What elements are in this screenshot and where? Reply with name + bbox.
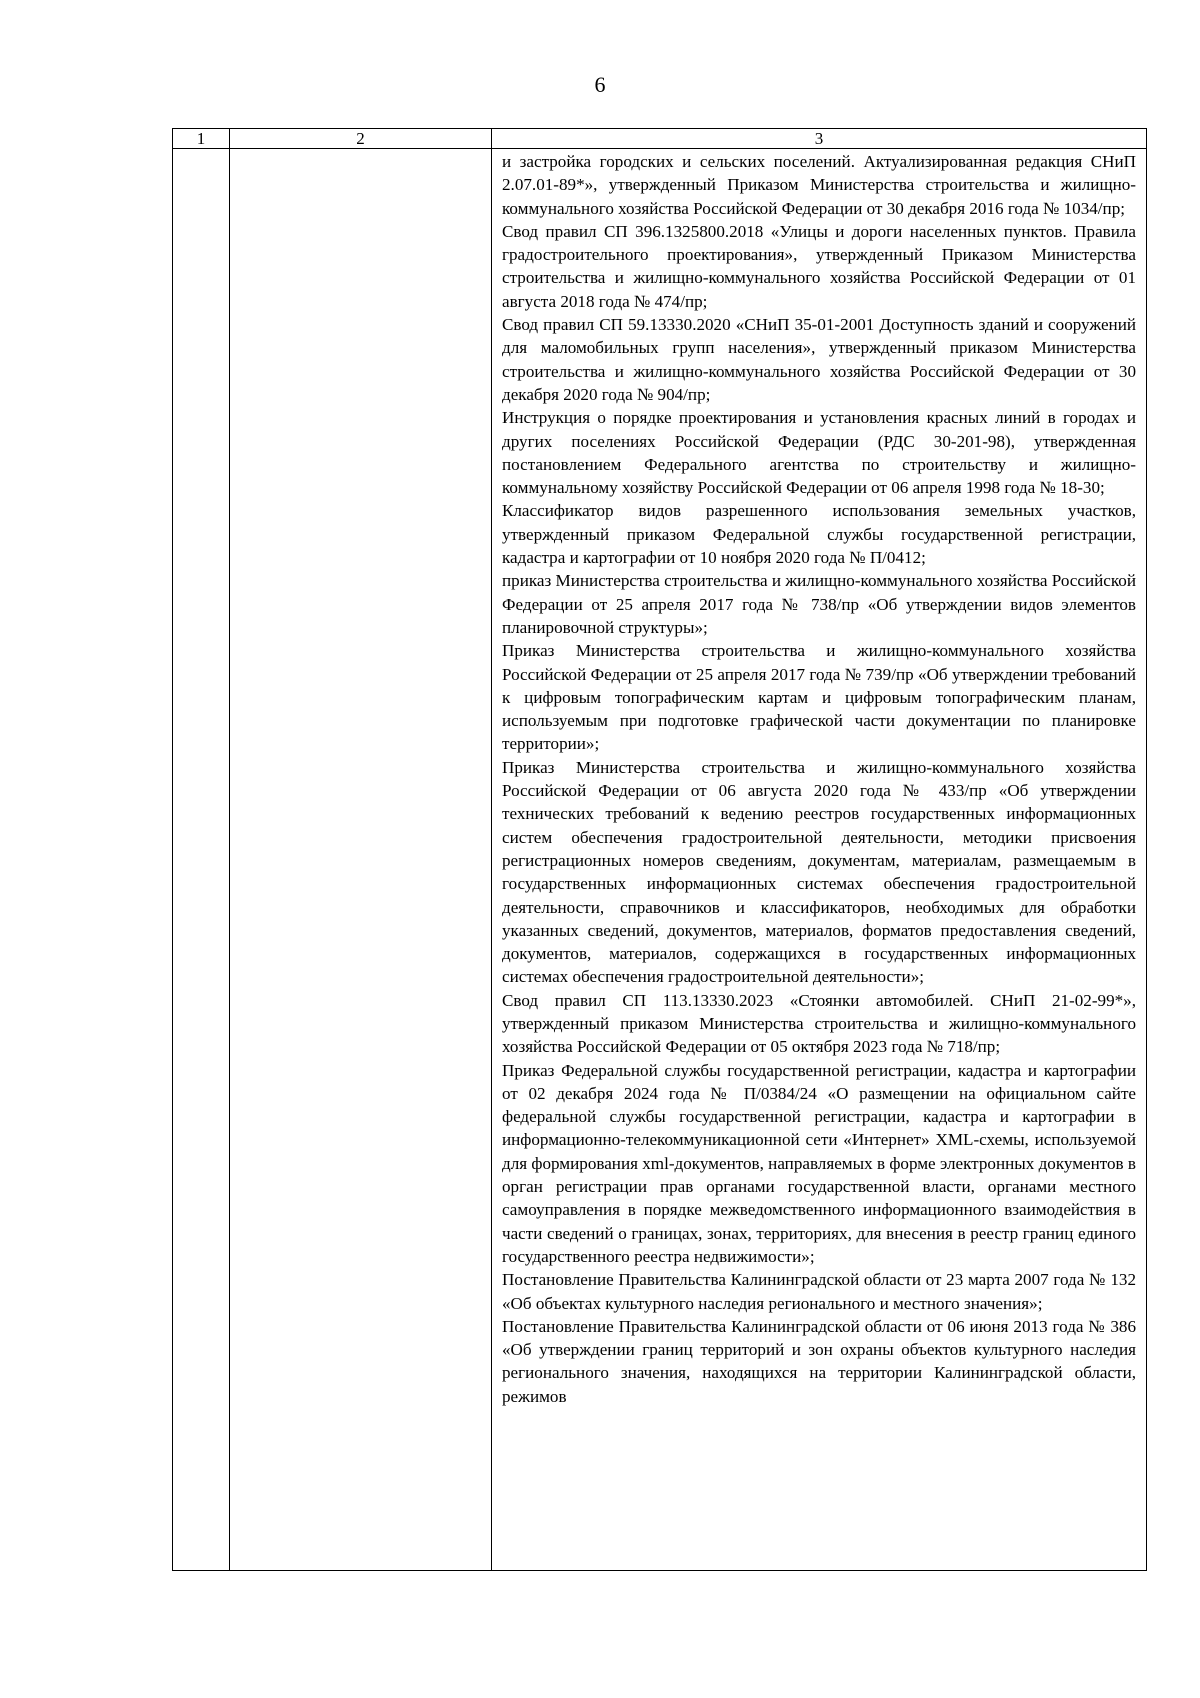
paragraph: Классификатор видов разрешенного использования земельных участков, утвержденный приказом Федеральной службы государственной регистрации, кадастра и картографии от 10 ноября 2020 года № П/0412; <box>502 501 1136 568</box>
paragraph: Свод правил СП 59.13330.2020 «СНиП 35-01-2001 Доступность зданий и сооружений для маломобильных групп населения», утвержденный приказом Министерства строительства и жилищно-коммунального хозяйства Российской Федерации от 30 декабря 2020 года № 904/пр; <box>502 315 1136 404</box>
cell-col-2 <box>230 149 492 1571</box>
cell-col-3 <box>492 149 1147 1571</box>
paragraph: Приказ Министерства строительства и жилищно-коммунального хозяйства Российской Федерации от 06 августа 2020 года № 433/пр «Об утверждении технических требований к ведению реестров государственных информационных систем обеспечения градостроительной деятельности, методики присвоения регистрационных номеров сведениям, документам, материалам, размещаемым в государственных информационных системах обеспечения градостроительной деятельности, справочников и классификаторов, необходимых для обработки указанных сведений, документов, материалов, форматов предоставления сведений, документов, материалов, содержащихся в государственных информационных системах обеспечения градостроительной деятельности»; <box>502 757 1136 987</box>
paragraph: Постановление Правительства Калининградской области от 23 марта 2007 года № 132 «Об объектах культурного наследия регионального и местного значения»; <box>502 1270 1136 1313</box>
cell-col-1 <box>173 149 230 1571</box>
paragraph: Приказ Министерства строительства и жилищно-коммунального хозяйства Российской Федерации от 25 апреля 2017 года № 739/пр «Об утверждении требований к цифровым топографическим картам и цифровым топографическим планам, используемым при подготовке графической части документации по планировке территории»; <box>502 641 1136 754</box>
table-header-row <box>173 129 1147 149</box>
paragraph: Приказ Федеральной службы государственной регистрации, кадастра и картографии от 02 декабря 2024 года № П/0384/24 «О размещении на официальном сайте федеральной службы государственной регистрации, кадастра и картографии в информационно-телекоммуникационной сети «Интернет» XML-схемы, используемой для формирования xml-документов, направляемых в форме электронных документов в орган регистрации прав органами государственной власти, органами местного самоуправления в порядке межведомственного информационного взаимодействия в части сведений о границах, зонах, территориях, для внесения в реестр границ единого государственного реестра недвижимости»; <box>502 1060 1136 1266</box>
paragraph: Инструкция о порядке проектирования и установления красных линий в городах и других поселениях Российской Федерации (РДС 30-201-98), утвержденная постановлением Федерального агентства по строительству и жилищно-коммунальному хозяйству Российской Федерации от 06 апреля 1998 года № 18-30; <box>502 408 1136 498</box>
paragraph: Свод правил СП 396.1325800.2018 «Улицы и дороги населенных пунктов. Правила градостроительного проектирования», утвержденный Приказом Министерства строительства и жилищно-коммунального хозяйства Российской Федерации от 01 августа 2018 года № 474/пр; <box>502 221 1136 311</box>
column-header-3: 3 <box>492 129 1147 149</box>
column-header-2: 2 <box>230 129 492 149</box>
paragraph: и застройка городских и сельских поселений. Актуализированная редакция СНиП 2.07.01-89*», утвержденный Приказом Министерства строительства и жилищно-коммунального хозяйства Российской Федерации от 30 декабря 2016 года № 1034/пр; <box>502 152 1136 218</box>
paragraph: Свод правил СП 113.13330.2023 «Стоянки автомобилей. СНиП 21-02-99*», утвержденный приказом Министерства строительства и жилищно-коммунального хозяйства Российской Федерации от 05 октября 2023 года № 718/пр; <box>502 990 1136 1057</box>
page-number: 6 <box>594 72 606 97</box>
paragraph: Постановление Правительства Калининградской области от 06 июня 2013 года № 386 «Об утверждении границ территорий и зон охраны объектов культурного наследия регионального значения, находящихся на территории Калининградской области, режимов <box>502 1316 1136 1406</box>
paragraph: приказ Министерства строительства и жилищно-коммунального хозяйства Российской Федерации от 25 апреля 2017 года № 738/пр «Об утверждении видов элементов планировочной структуры»; <box>502 571 1136 637</box>
document-table <box>172 128 1147 1571</box>
column-header-1: 1 <box>173 129 230 149</box>
table-row <box>173 149 1147 1571</box>
